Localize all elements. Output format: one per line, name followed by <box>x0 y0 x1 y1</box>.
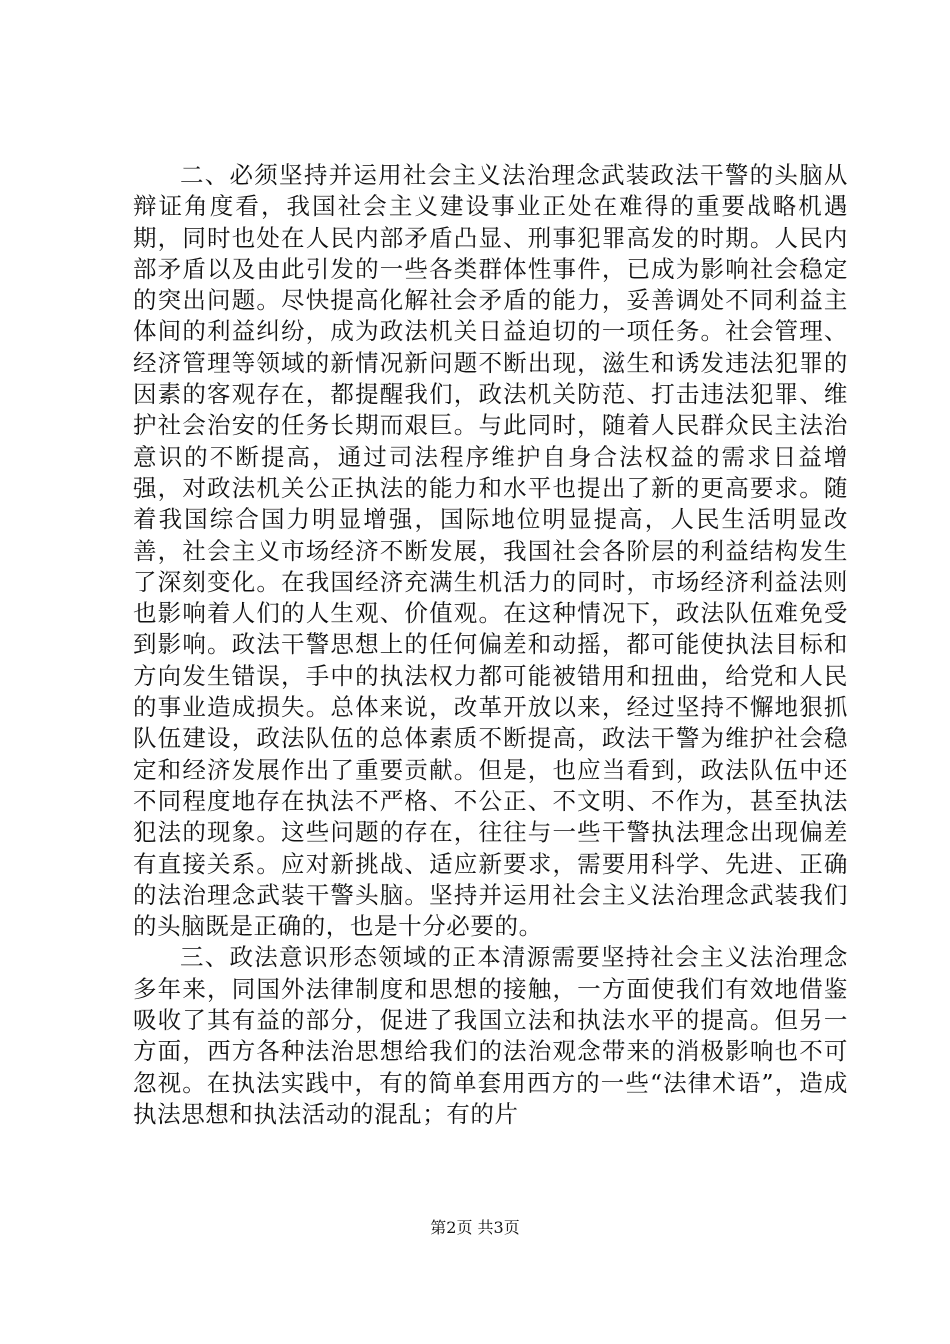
paragraph-2: 二、必须坚持并运用社会主义法治理念武装政法干警的头脑从辩证角度看，我国社会主义建设事业正处在难得的重要战略机遇期，同时也处在人民内部矛盾凸显、刑事犯罪高发的时期。人民内部矛盾以及由此引发的一些各类群体性事件，已成为影响社会稳定的突出问题。尽快提高化解社会矛盾的能力，妥善调处不同利益主体间的利益纠纷，成为政法机关日益迫切的一项任务。社会管理、经济管理等领域的新情况新问题不断出现，滋生和诱发违法犯罪的因素的客观存在，都提醒我们，政法机关防范、打击违法犯罪、维护社会治安的任务长期而艰巨。与此同时，随着人民群众民主法治意识的不断提高，通过司法程序维护自身合法权益的需求日益增强，对政法机关公正执法的能力和水平也提出了新的更高要求。随着我国综合国力明显增强，国际地位明显提高，人民生活明显改善，社会主义市场经济不断发展，我国社会各阶层的利益结构发生了深刻变化。在我国经济充满生机活力的同时，市场经济利益法则也影响着人们的人生观、价值观。在这种情况下，政法队伍难免受到影响。政法干警思想上的任何偏差和动摇，都可能使执法目标和方向发生错误，手中的执法权力都可能被错用和扭曲，给党和人民的事业造成损失。总体来说，改革开放以来，经过坚持不懈地狠抓队伍建设，政法队伍的总体素质不断提高，政法干警为维护社会稳定和经济发展作出了重要贡献。但是，也应当看到，政法队伍中还不同程度地存在执法不严格、不公正、不文明、不作为，甚至执法犯法的现象。这些问题的存在，往往与一些干警执法理念出现偏差有直接关系。应对新挑战、适应新要求，需要用科学、先进、正确的法治理念武装干警头脑。坚持并运用社会主义法治理念武装我们的头脑既是正确的，也是十分必要的。 <box>133 161 848 941</box>
paragraph-3: 三、政法意识形态领域的正本清源需要坚持社会主义法治理念多年来，同国外法律制度和思想的接触，一方面使我们有效地借鉴吸收了其有益的部分，促进了我国立法和执法水平的提高。但另一方面，西方各种法治思想给我们的法治观念带来的消极影响也不可忽视。在执法实践中，有的简单套用西方的一些“法律术语”，造成执法思想和执法活动的混乱；有的片 <box>133 943 848 1128</box>
document-body <box>133 160 848 1130</box>
page-footer: 第2页 共3页 <box>430 1218 520 1237</box>
